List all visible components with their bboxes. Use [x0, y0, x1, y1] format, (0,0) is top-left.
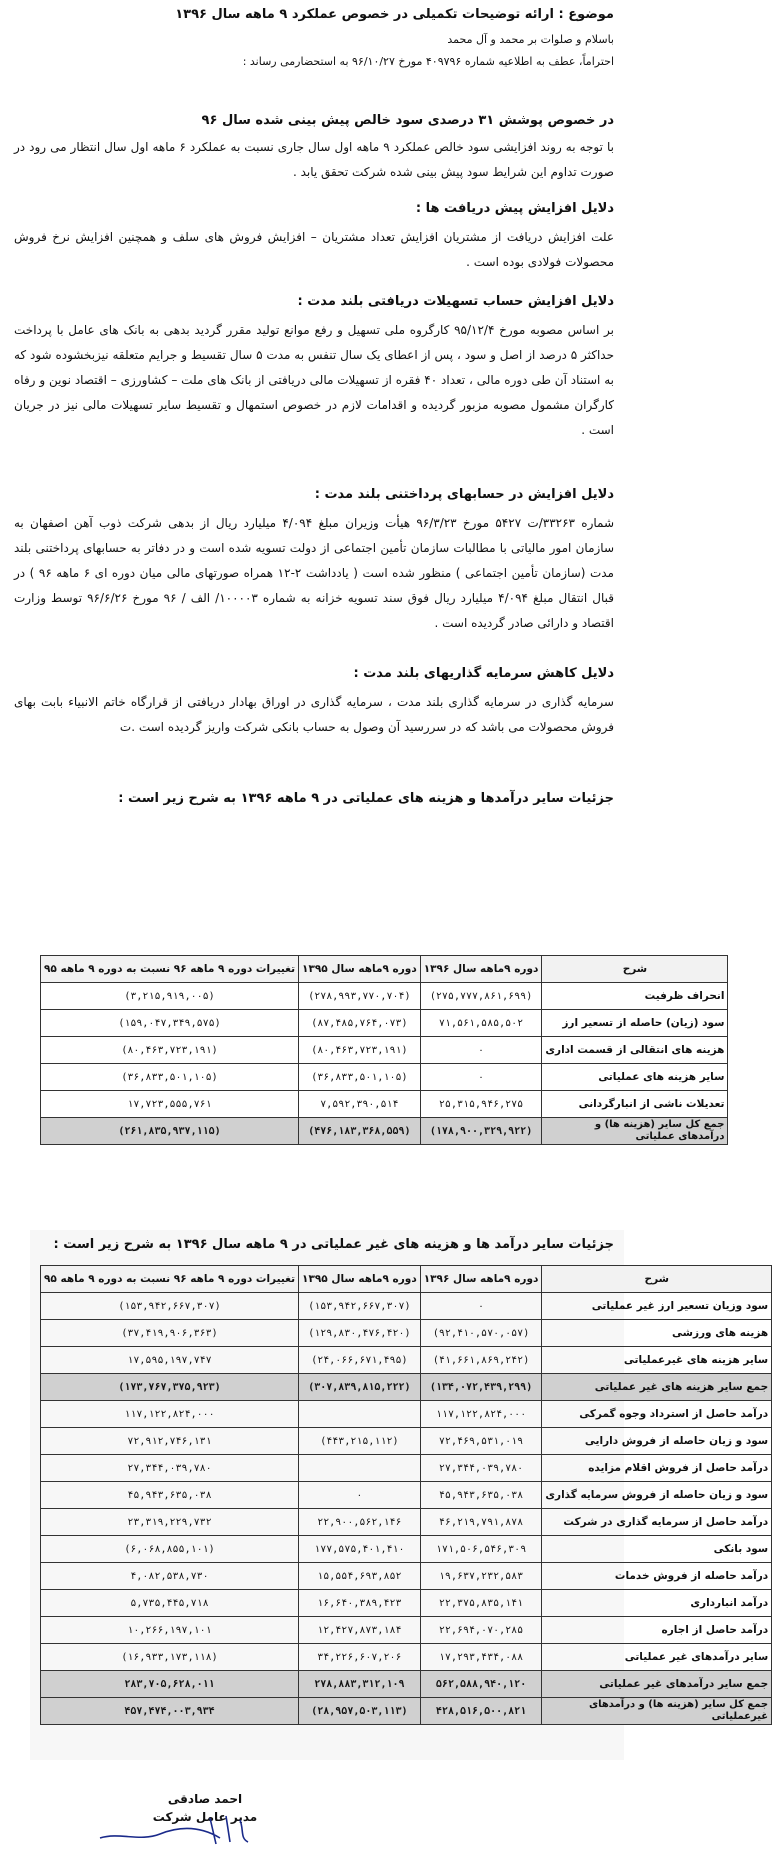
- section-heading: دلایل افزایش حساب تسهیلات دریافتی بلند مدت :: [297, 294, 614, 309]
- cell-change: (۳,۲۱۵,۹۱۹,۰۰۵): [41, 983, 299, 1010]
- table-subtotal-row: [41, 1671, 772, 1698]
- cell-1396: ۱۷,۲۹۳,۴۳۴,۰۸۸: [420, 1644, 542, 1671]
- nonoperating-table-title: جزئیات سایر درآمد ها و هزینه های غیر عملیاتی در ۹ ماهه سال ۱۳۹۶ به شرح زیر است :: [53, 1237, 614, 1252]
- cell-1396: (۲۷۵,۷۷۷,۸۶۱,۶۹۹): [420, 983, 542, 1010]
- column-header: تغییرات دوره ۹ ماهه ۹۶ نسبت به دوره ۹ ماهه ۹۵: [41, 1266, 299, 1293]
- cell-change: ۱۰,۲۶۶,۱۹۷,۱۰۱: [41, 1617, 299, 1644]
- row-label: تعدیلات ناشی از انبارگردانی: [542, 1091, 728, 1118]
- table-row: [41, 1401, 772, 1428]
- cell-1395: ۳۴,۲۲۶,۶۰۷,۲۰۶: [299, 1644, 421, 1671]
- section-heading: دلایل کاهش سرمایه گذاریهای بلند مدت :: [353, 666, 614, 681]
- table-row: [41, 1010, 728, 1037]
- cell-change: (۱۷۳,۷۶۷,۳۷۵,۹۲۳): [41, 1374, 299, 1401]
- cell-change: ۱۱۷,۱۲۲,۸۲۴,۰۰۰: [41, 1401, 299, 1428]
- signatory-name: احمد صادقی: [167, 1792, 243, 1806]
- column-header: دوره ۹ماهه سال ۱۳۹۵: [299, 956, 421, 983]
- section-body: سرمایه گذاری در سرمایه گذاری بلند مدت ، سرمایه گذاری در اوراق بهادار دریافتی از قرارگاه خاتم الانبیاء بابت بهای فروش محصولات می باشد که در سررسید آن وصول به حساب بانکی شرکت واریز گردیده است .ت: [14, 695, 614, 734]
- cell-1396: (۹۲,۴۱۰,۵۷۰,۰۵۷): [420, 1320, 542, 1347]
- cell-1395: (۳۶,۸۳۳,۵۰۱,۱۰۵): [299, 1064, 421, 1091]
- table-subtotal-row: [41, 1374, 772, 1401]
- cell-change: (۱۵۳,۹۴۲,۶۶۷,۳۰۷): [41, 1293, 299, 1320]
- row-label: سایر درآمدهای غیر عملیاتی: [542, 1644, 772, 1671]
- row-label: جمع کل سایر (هزینه ها) و درآمدهای عملیاتی: [542, 1118, 728, 1145]
- column-header: دوره ۹ماهه سال ۱۳۹۶: [420, 956, 542, 983]
- row-label: سایر هزینه های عملیاتی: [542, 1064, 728, 1091]
- signatory-role: مدیر عامل شرکت: [152, 1810, 258, 1824]
- table-row: [41, 983, 728, 1010]
- cell-1395: ۱۶,۶۴۰,۳۸۹,۴۲۳: [299, 1590, 421, 1617]
- cell-1396: ۰: [420, 1293, 542, 1320]
- cell-1396: ۴۶,۲۱۹,۷۹۱,۸۷۸: [420, 1509, 542, 1536]
- table-row: [41, 1293, 772, 1320]
- table-row: [41, 1509, 772, 1536]
- row-label: سود و زیان حاصله از فروش دارایی: [542, 1428, 772, 1455]
- cell-1396: ۱۱۷,۱۲۲,۸۲۴,۰۰۰: [420, 1401, 542, 1428]
- cell-change: (۳۶,۸۳۳,۵۰۱,۱۰۵): [41, 1064, 299, 1091]
- cell-1395: [299, 1455, 421, 1482]
- cell-change: (۳۷,۴۱۹,۹۰۶,۳۶۳): [41, 1320, 299, 1347]
- cell-1395: (۲۴,۰۶۶,۶۷۱,۴۹۵): [299, 1347, 421, 1374]
- cell-1395: (۴۷۶,۱۸۳,۳۶۸,۵۵۹): [299, 1118, 421, 1145]
- cell-1395: (۸۷,۴۸۵,۷۶۴,۰۷۳): [299, 1010, 421, 1037]
- cell-1396: (۴۱,۶۶۱,۸۶۹,۲۴۲): [420, 1347, 542, 1374]
- cell-change: ۲۸۳,۷۰۵,۶۲۸,۰۱۱: [41, 1671, 299, 1698]
- table-header-row: [41, 1266, 772, 1293]
- row-label: درآمد حاصل از اجاره: [542, 1617, 772, 1644]
- section-body: علت افزایش دریافت از مشتریان افزایش تعداد مشتریان – افزایش فروش های سلف و همچنین افزایش نرخ فروش محصولات فولادی بوده است .: [14, 230, 614, 269]
- cell-1395: (۲۷۸,۹۹۳,۷۷۰,۷۰۴): [299, 983, 421, 1010]
- cell-change: ۲۳,۳۱۹,۲۲۹,۷۳۲: [41, 1509, 299, 1536]
- cell-1395: (۴۴۳,۲۱۵,۱۱۲): [299, 1428, 421, 1455]
- column-header: دوره ۹ماهه سال ۱۳۹۵: [299, 1266, 421, 1293]
- cell-1396: ۲۷,۳۴۴,۰۳۹,۷۸۰: [420, 1455, 542, 1482]
- cell-1396: ۲۲,۶۹۴,۰۷۰,۲۸۵: [420, 1617, 542, 1644]
- table-row: [41, 1482, 772, 1509]
- row-label: سود (زیان) حاصله از تسعیر ارز: [542, 1010, 728, 1037]
- cell-change: (۸۰,۴۶۳,۷۲۳,۱۹۱): [41, 1037, 299, 1064]
- cell-1395: [299, 1401, 421, 1428]
- cell-1396: (۱۳۴,۰۷۲,۴۳۹,۲۹۹): [420, 1374, 542, 1401]
- row-label: سود و زیان حاصله از فروش سرمایه گذاری: [542, 1482, 772, 1509]
- row-label: سود بانکی: [542, 1536, 772, 1563]
- cell-1395: ۲۷۸,۸۸۳,۳۱۲,۱۰۹: [299, 1671, 421, 1698]
- cell-1395: ۲۲,۹۰۰,۵۶۲,۱۴۶: [299, 1509, 421, 1536]
- table-row: [41, 1320, 772, 1347]
- cell-change: (۲۶۱,۸۳۵,۹۳۷,۱۱۵): [41, 1118, 299, 1145]
- table-row: [41, 1536, 772, 1563]
- table-row: [41, 1091, 728, 1118]
- cell-1395: ۷,۵۹۲,۳۹۰,۵۱۴: [299, 1091, 421, 1118]
- cell-1396: ۵۶۲,۵۸۸,۹۴۰,۱۲۰: [420, 1671, 542, 1698]
- cell-1395: ۰: [299, 1482, 421, 1509]
- cell-1395: (۳۰۷,۸۳۹,۸۱۵,۲۲۲): [299, 1374, 421, 1401]
- cell-change: ۴۵,۹۴۳,۶۳۵,۰۳۸: [41, 1482, 299, 1509]
- section-body: با توجه به روند افزایشی سود خالص عملکرد ۹ ماهه اول سال جاری نسبت به عملکرد ۶ ماهه اول سال انتظار می رود در صورت تداوم این شرایط سود پیش بینی شده شرکت تحقق یابد .: [14, 140, 614, 179]
- row-label: هزینه های ورزشی: [542, 1320, 772, 1347]
- cell-change: ۱۷,۷۲۳,۵۵۵,۷۶۱: [41, 1091, 299, 1118]
- cell-1395: (۲۸,۹۵۷,۵۰۳,۱۱۳): [299, 1698, 421, 1725]
- operating-table-title: جزئیات سایر درآمدها و هزینه های عملیاتی در ۹ ماهه ۱۳۹۶ به شرح زیر است :: [118, 791, 614, 806]
- row-label: جمع سایر هزینه های غیر عملیاتی: [542, 1374, 772, 1401]
- cell-1396: ۲۲,۳۷۵,۸۳۵,۱۴۱: [420, 1590, 542, 1617]
- cell-1395: (۸۰,۴۶۳,۷۲۳,۱۹۱): [299, 1037, 421, 1064]
- table-row: [41, 1347, 772, 1374]
- row-label: هزینه های انتقالی از قسمت اداری: [542, 1037, 728, 1064]
- cell-change: ۴,۰۸۲,۵۳۸,۷۳۰: [41, 1563, 299, 1590]
- cell-1395: ۱۲,۴۲۷,۸۷۳,۱۸۴: [299, 1617, 421, 1644]
- table-header-row: [41, 956, 728, 983]
- table-row: [41, 1037, 728, 1064]
- cell-1396: ۷۱,۵۶۱,۵۸۵,۵۰۲: [420, 1010, 542, 1037]
- row-label: درآمد انبارداری: [542, 1590, 772, 1617]
- cell-change: ۲۷,۳۴۴,۰۳۹,۷۸۰: [41, 1455, 299, 1482]
- row-label: درآمد حاصل از سرمایه گذاری در شرکت: [542, 1509, 772, 1536]
- column-header: شرح: [542, 1266, 772, 1293]
- cell-change: (۱۵۹,۰۴۷,۳۴۹,۵۷۵): [41, 1010, 299, 1037]
- row-label: درآمد حاصله از فروش خدمات: [542, 1563, 772, 1590]
- cell-change: ۴۵۷,۴۷۴,۰۰۳,۹۳۴: [41, 1698, 299, 1725]
- row-label: درآمد حاصل از استرداد وجوه گمرکی: [542, 1401, 772, 1428]
- column-header: تغییرات دوره ۹ ماهه ۹۶ نسبت به دوره ۹ ماهه ۹۵: [41, 956, 299, 983]
- row-label: جمع کل سایر (هزینه ها) و درآمدهای غیرعملیاتی: [542, 1698, 772, 1725]
- cell-1395: ۱۵,۵۵۴,۶۹۳,۸۵۲: [299, 1563, 421, 1590]
- cell-change: ۱۷,۵۹۵,۱۹۷,۷۴۷: [41, 1347, 299, 1374]
- handwritten-signature-icon: [90, 1812, 260, 1848]
- cell-1396: ۱۷۱,۵۰۶,۵۴۶,۳۰۹: [420, 1536, 542, 1563]
- table-total-row: [41, 1118, 728, 1145]
- row-label: سایر هزینه های غیرعملیاتی: [542, 1347, 772, 1374]
- row-label: درآمد حاصل از فروش اقلام مزایده: [542, 1455, 772, 1482]
- cell-1395: ۱۷۷,۵۷۵,۴۰۱,۴۱۰: [299, 1536, 421, 1563]
- section-body: شماره ۳۳۲۶۳/ت ۵۴۲۷ مورخ ۹۶/۳/۲۳ هیأت وزیران مبلغ ۴/۰۹۴ میلیارد ریال از بدهی شرکت ذوب آهن اصفهان به سازمان امور مالیاتی با مطالبات سازمان تأمین اجتماعی از دولت تسویه شده است و در دفاتر به حسابهای پرداختنی بلند مدت (سازمان تأمین اجتماعی ) منظور شده است ( یادداشت ۲-۱۲ همراه صورتهای مالی میان دوره ای ۶ ماهه ۹۶ ) در قبال انتقال مبلغ ۴/۰۹۴ میلیارد ریال فوق سند تسویه خزانه به شماره ۱۰۰۰۰۳/ الف / ۹۶ مورخ ۹۶/۶/۲۶ توسط وزارت اقتصاد و دارائی صادر گردیده است .: [14, 516, 615, 630]
- cell-1395: (۱۵۳,۹۴۲,۶۶۷,۳۰۷): [299, 1293, 421, 1320]
- table-row: [41, 1455, 772, 1482]
- table-row: [41, 1064, 728, 1091]
- cell-1396: ۲۵,۳۱۵,۹۴۶,۲۷۵: [420, 1091, 542, 1118]
- table-row: [41, 1563, 772, 1590]
- cell-1396: ۴۵,۹۴۳,۶۳۵,۰۳۸: [420, 1482, 542, 1509]
- cell-change: ۷۲,۹۱۲,۷۴۶,۱۳۱: [41, 1428, 299, 1455]
- cell-1396: ۷۲,۴۶۹,۵۳۱,۰۱۹: [420, 1428, 542, 1455]
- operating-items-table: [40, 955, 728, 1145]
- cell-1395: (۱۲۹,۸۳۰,۴۷۶,۴۲۰): [299, 1320, 421, 1347]
- intro-text: احتراماً، عطف به اطلاعیه شماره ۴۰۹۷۹۶ مورخ ۹۶/۱۰/۲۷ به استحضارمی رساند :: [242, 55, 614, 68]
- nonoperating-items-table: [40, 1265, 772, 1725]
- table-row: [41, 1590, 772, 1617]
- section-heading: در خصوص پوشش ۳۱ درصدی سود خالص پیش بینی شده سال ۹۶: [201, 113, 614, 128]
- column-header: شرح: [542, 956, 728, 983]
- cell-1396: ۱۹,۶۳۷,۲۳۲,۵۸۳: [420, 1563, 542, 1590]
- salutation: باسلام و صلوات بر محمد و آل محمد: [447, 33, 614, 46]
- section-heading: دلایل افزایش در حسابهای پرداختنی بلند مدت :: [314, 487, 614, 502]
- cell-1396: ۰: [420, 1037, 542, 1064]
- cell-1396: ۰: [420, 1064, 542, 1091]
- cell-1396: ۴۲۸,۵۱۶,۵۰۰,۸۲۱: [420, 1698, 542, 1725]
- table-row: [41, 1617, 772, 1644]
- table-row: [41, 1644, 772, 1671]
- table-row: [41, 1428, 772, 1455]
- table-total-row: [41, 1698, 772, 1725]
- column-header: دوره ۹ماهه سال ۱۳۹۶: [420, 1266, 542, 1293]
- cell-1396: (۱۷۸,۹۰۰,۳۲۹,۹۲۲): [420, 1118, 542, 1145]
- row-label: جمع سایر درآمدهای غیر عملیاتی: [542, 1671, 772, 1698]
- cell-change: (۶,۰۶۸,۸۵۵,۱۰۱): [41, 1536, 299, 1563]
- row-label: انحراف ظرفیت: [542, 983, 728, 1010]
- section-body: بر اساس مصوبه مورخ ۹۵/۱۲/۴ کارگروه ملی تسهیل و رفع موانع تولید مقرر گردید بدهی به بانک های عامل با پرداخت حداکثر ۵ درصد از اصل و سود ، پس از اعطای یک سال تنفس به مدت ۵ سال تقسیط و جرایم متعلقه نیزبخشوده شود که به استناد آن طی دوره مالی ، تعداد ۴۰ فقره از تسهیلات مالی دریافتی از بانک های ملت – کشاورزی – اقتصاد نوین و رفاه کارگران مشمول مصوبه مزبور گردیده و اقدامات لازم در خصوص استمهال و تقسیط سایر تسهیلات مالی نیز در جریان است .: [14, 323, 615, 437]
- cell-change: (۱۶,۹۳۳,۱۷۳,۱۱۸): [41, 1644, 299, 1671]
- row-label: سود وزیان تسعیر ارز غیر عملیاتی: [542, 1293, 772, 1320]
- subject-line: موضوع : ارائه توضیحات تکمیلی در خصوص عملکرد ۹ ماهه سال ۱۳۹۶: [175, 7, 614, 22]
- section-heading: دلایل افزایش پیش دریافت ها :: [415, 201, 614, 216]
- cell-change: ۵,۷۳۵,۴۴۵,۷۱۸: [41, 1590, 299, 1617]
